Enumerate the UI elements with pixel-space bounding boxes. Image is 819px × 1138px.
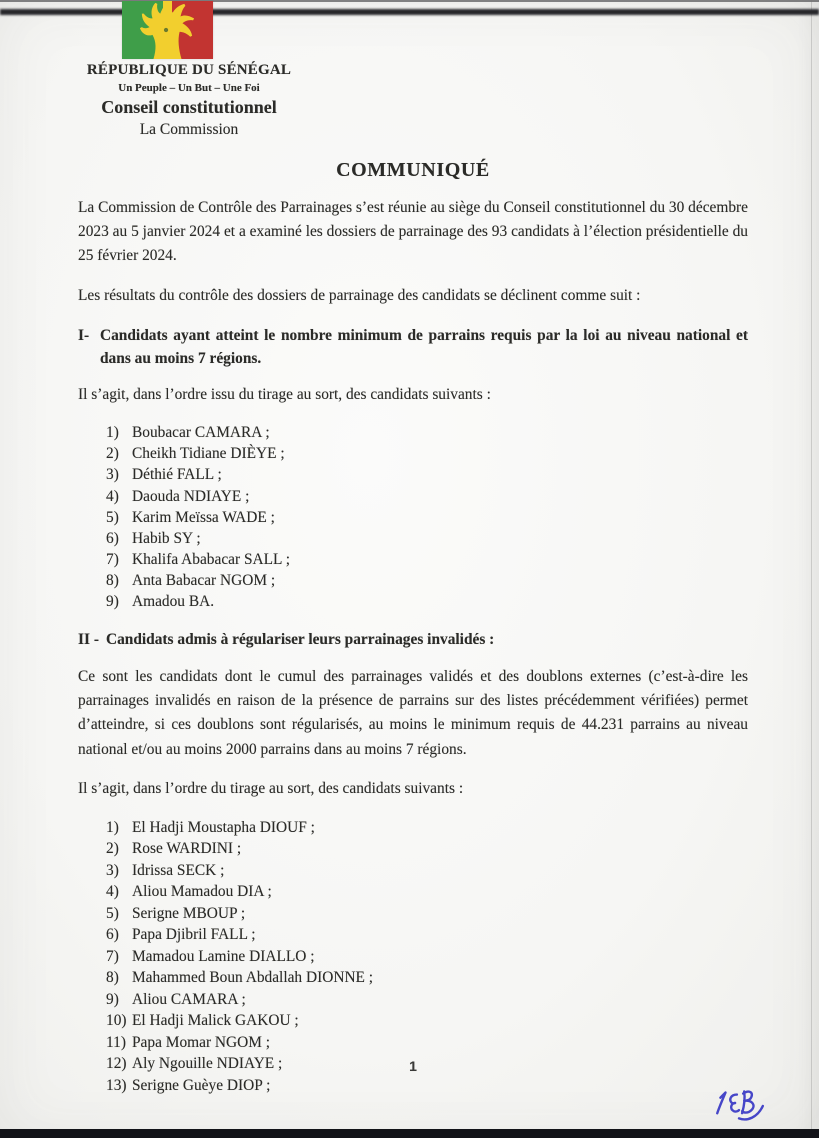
section-2-heading	[78, 628, 748, 652]
candidate-list-item	[106, 1032, 748, 1054]
section-2-marker: II -	[78, 631, 99, 649]
letterhead-country: RÉPUBLIQUE DU SÉNÉGAL	[86, 62, 292, 78]
candidate-number: 2)	[106, 840, 119, 858]
candidate-number: 7)	[106, 550, 119, 568]
candidate-name: Rose WARDINI ;	[132, 840, 242, 858]
handwritten-initials	[710, 1086, 768, 1128]
candidate-name: Cheikh Tidiane DIÈYE ;	[132, 445, 285, 463]
candidate-list-item	[106, 946, 748, 968]
candidate-number: 3)	[106, 861, 119, 879]
document-title: COMMUNIQUÉ	[336, 158, 490, 181]
page-number: 1	[409, 1058, 417, 1074]
candidate-list-item	[106, 570, 748, 591]
candidate-list-item	[106, 924, 748, 946]
candidate-list-item	[106, 486, 748, 507]
candidate-name: Serigne MBOUP ;	[132, 904, 246, 922]
candidate-number: 4)	[106, 883, 119, 901]
candidate-name: Idrissa SECK ;	[132, 861, 225, 879]
senegal-flag-emblem	[122, 1, 213, 59]
candidate-name: Serigne Guèye DIOP ;	[132, 1076, 271, 1094]
candidate-list-item	[106, 528, 748, 549]
candidate-name: El Hadji Malick GAKOU ;	[132, 1012, 299, 1030]
candidate-number: 5)	[106, 904, 119, 922]
candidate-name: Mahammed Boun Abdallah DIONNE ;	[132, 969, 374, 987]
candidate-number: 8)	[106, 571, 119, 589]
candidate-name: Papa Momar NGOM ;	[132, 1033, 271, 1051]
section-2-heading-text: Candidats admis à régulariser leurs parrainages invalidés :	[105, 631, 495, 649]
candidate-number: 12)	[106, 1055, 127, 1073]
candidate-name: Karim Meïssa WADE ;	[132, 508, 275, 526]
candidate-name: Khalifa Ababacar SALL ;	[132, 550, 290, 568]
candidate-list-item	[106, 422, 748, 443]
baobab-tree-icon	[136, 1, 198, 59]
section-1-intro: Il s’agit, dans l’ordre issu du tirage au sort, des candidats suivants :	[78, 385, 491, 403]
candidate-number: 1)	[106, 424, 119, 442]
candidate-list-item	[106, 464, 748, 485]
candidate-number: 6)	[106, 529, 119, 547]
candidate-list-item	[106, 817, 748, 839]
letterhead-department: La Commission	[139, 121, 239, 139]
candidate-list-item	[106, 1010, 748, 1032]
candidate-number: 1)	[106, 818, 119, 836]
candidate-number: 9)	[106, 593, 119, 611]
candidate-number: 13)	[106, 1076, 127, 1094]
candidate-list-section-2	[106, 817, 748, 1097]
candidate-name: Déthié FALL ;	[132, 466, 222, 484]
candidate-list-item	[106, 989, 748, 1011]
candidate-number: 9)	[106, 990, 119, 1008]
candidate-number: 8)	[106, 969, 119, 987]
candidate-name: Aliou Mamadou DIA ;	[132, 883, 272, 901]
candidate-number: 3)	[106, 466, 119, 484]
candidate-number: 2)	[106, 445, 119, 463]
candidate-number: 4)	[106, 487, 119, 505]
candidate-number: 5)	[106, 508, 119, 526]
candidate-list-item	[106, 1075, 748, 1097]
intro-paragraph: La Commission de Contrôle des Parrainages s’est réunie au siège du Conseil constitutionnel du 30 décembre 2023 au 5 janvier 2024 et a examiné les dossiers de parrainage des 93 candidats à l’élection présidentielle du 25 février 2024.	[78, 198, 748, 265]
candidate-number: 6)	[106, 926, 119, 944]
candidate-list-item	[106, 549, 748, 570]
candidate-name: Mamadou Lamine DIALLO ;	[132, 947, 315, 965]
candidate-list-item	[106, 443, 748, 464]
candidate-list-item	[106, 860, 748, 882]
letterhead-institution: Conseil constitutionnel	[101, 97, 277, 118]
candidate-name: Aly Ngouille NDIAYE ;	[132, 1055, 283, 1073]
section-1-marker: I-	[78, 326, 90, 344]
candidate-name: Anta Babacar NGOM ;	[132, 571, 276, 589]
section-1-heading	[78, 324, 748, 371]
candidate-number: 11)	[106, 1033, 126, 1051]
section-2-body: Ce sont les candidats dont le cumul des parrainages validés et des doublons externes (c’est-à-dire les parrainages invalidés en raison de la présence de parrains sur des listes précédemment vérifiées) permet d’atteindre, si ces doublons sont régularisés, au moins le minimum requis de 44.231 parrains au niveau national et/ou au moins 2000 parrains dans au moins 7 régions.	[78, 667, 748, 758]
results-paragraph: Les résultats du contrôle des dossiers de parrainage des candidats se déclinent comme suit :	[78, 286, 641, 304]
candidate-name: Papa Djibril FALL ;	[132, 926, 256, 944]
candidate-list-item	[106, 967, 748, 989]
candidate-number: 7)	[106, 947, 119, 965]
candidate-name: Aliou CAMARA ;	[132, 990, 246, 1008]
candidate-list-item	[106, 591, 748, 612]
candidate-list-item	[106, 838, 748, 860]
letterhead-motto: Un Peuple – Un But – Une Foi	[118, 81, 260, 94]
section-1-heading-text: Candidats ayant atteint le nombre minimum de parrains requis par la loi au niveau national et dans au moins 7 régions.	[100, 326, 748, 368]
candidate-number: 10)	[106, 1012, 127, 1030]
candidate-list-item	[106, 507, 748, 528]
candidate-list-section-1	[106, 422, 748, 612]
candidate-name: Amadou BA.	[132, 593, 215, 611]
candidate-name: Daouda NDIAYE ;	[132, 487, 250, 505]
section-2-intro: Il s’agit, dans l’ordre du tirage au sort, des candidats suivants :	[78, 780, 464, 798]
candidate-name: El Hadji Moustapha DIOUF ;	[132, 818, 315, 836]
candidate-list-item	[106, 903, 748, 925]
candidate-name: Habib SY ;	[132, 529, 201, 547]
candidate-name: Boubacar CAMARA ;	[132, 424, 270, 442]
candidate-list-item	[106, 881, 748, 903]
